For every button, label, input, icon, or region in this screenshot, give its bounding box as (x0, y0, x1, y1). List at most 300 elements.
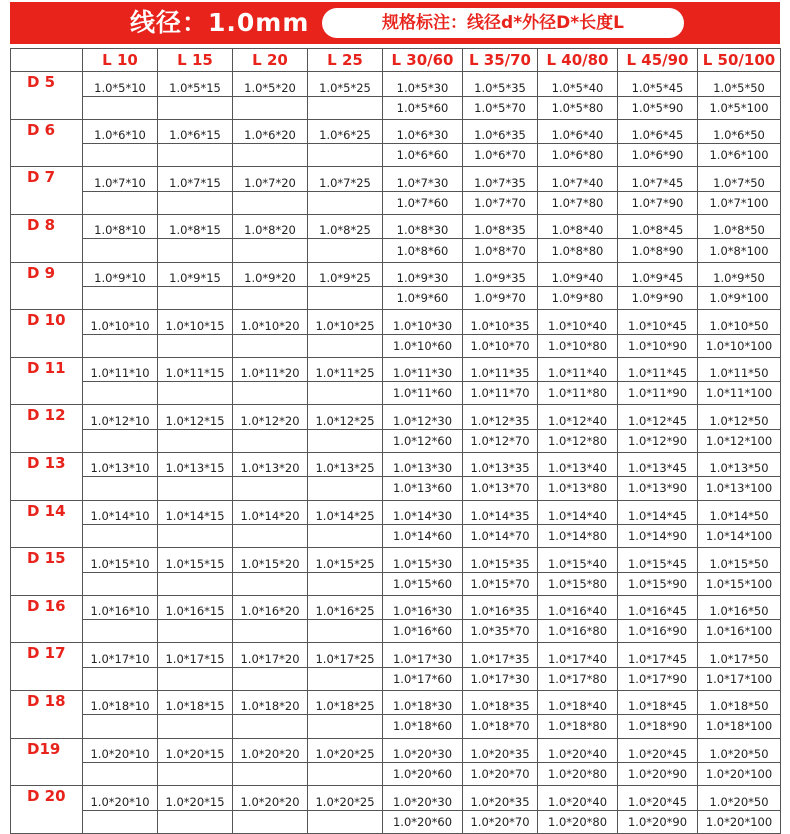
spec-cell: 1.0*11*20 (233, 357, 308, 381)
empty-cell (233, 429, 308, 452)
column-header: L 50/100 (698, 49, 781, 72)
spec-cell: 1.0*10*30 (383, 310, 463, 334)
table-row (11, 572, 781, 595)
diameter-label: D 5 (27, 73, 56, 92)
spec-cell: 1.0*18*15 (158, 691, 233, 715)
diameter-label-cell (11, 215, 83, 263)
spec-cell: 1.0*20*25 (308, 738, 383, 762)
spec-cell: 1.0*15*15 (158, 548, 233, 572)
spec-cell: 1.0*20*10 (83, 738, 158, 762)
spec-cell: 1.0*13*30 (383, 453, 463, 477)
table-row (11, 595, 781, 619)
spec-cell: 1.0*14*45 (618, 500, 698, 524)
spec-cell: 1.0*16*10 (83, 595, 158, 619)
column-header: L 30/60 (383, 49, 463, 72)
empty-cell (308, 286, 383, 309)
diameter-label: D 14 (27, 501, 66, 520)
spec-cell: 1.0*15*35 (463, 548, 538, 572)
spec-cell: 1.0*20*35 (463, 786, 538, 810)
spec-cell: 1.0*10*80 (538, 334, 618, 357)
spec-cell: 1.0*12*90 (618, 429, 698, 452)
spec-cell: 1.0*20*15 (158, 786, 233, 810)
empty-cell (308, 429, 383, 452)
table-row (11, 524, 781, 547)
spec-cell: 1.0*14*30 (383, 500, 463, 524)
spec-cell: 1.0*10*20 (233, 310, 308, 334)
spec-cell: 1.0*10*45 (618, 310, 698, 334)
spec-cell: 1.0*7*100 (698, 191, 781, 214)
spec-cell: 1.0*20*100 (698, 762, 781, 785)
spec-cell: 1.0*20*30 (383, 786, 463, 810)
column-header: L 40/80 (538, 49, 618, 72)
spec-cell: 1.0*17*90 (618, 667, 698, 690)
spec-cell: 1.0*6*15 (158, 119, 233, 143)
empty-cell (83, 620, 158, 643)
spec-cell: 1.0*10*35 (463, 310, 538, 334)
empty-cell (158, 477, 233, 500)
empty-cell (233, 810, 308, 833)
column-header: L 20 (233, 49, 308, 72)
empty-cell (233, 191, 308, 214)
empty-cell (233, 524, 308, 547)
spec-cell: 1.0*9*10 (83, 262, 158, 286)
spec-cell: 1.0*10*50 (698, 310, 781, 334)
spec-cell: 1.0*9*60 (383, 286, 463, 309)
spec-cell: 1.0*7*70 (463, 191, 538, 214)
spec-cell: 1.0*15*20 (233, 548, 308, 572)
spec-cell: 1.0*14*15 (158, 500, 233, 524)
diameter-label: D 15 (27, 549, 66, 568)
spec-cell: 1.0*8*10 (83, 215, 158, 239)
spec-cell: 1.0*14*80 (538, 524, 618, 547)
spec-cell: 1.0*20*80 (538, 810, 618, 833)
spec-cell: 1.0*14*50 (698, 500, 781, 524)
spec-cell: 1.0*5*10 (83, 72, 158, 96)
spec-cell: 1.0*12*30 (383, 405, 463, 429)
table-row (11, 286, 781, 309)
spec-cell: 1.0*11*15 (158, 357, 233, 381)
spec-cell: 1.0*20*10 (83, 786, 158, 810)
spec-cell: 1.0*20*90 (618, 762, 698, 785)
empty-cell (83, 239, 158, 262)
spec-cell: 1.0*13*25 (308, 453, 383, 477)
table-header-row (11, 49, 781, 72)
spec-cell: 1.0*15*60 (383, 572, 463, 595)
empty-cell (233, 334, 308, 357)
spec-cell: 1.0*20*60 (383, 762, 463, 785)
empty-cell (308, 524, 383, 547)
spec-cell: 1.0*5*80 (538, 96, 618, 119)
spec-cell: 1.0*7*40 (538, 167, 618, 191)
spec-cell: 1.0*7*35 (463, 167, 538, 191)
column-header: L 15 (158, 49, 233, 72)
spec-cell: 1.0*12*25 (308, 405, 383, 429)
table-row (11, 144, 781, 167)
spec-cell: 1.0*9*50 (698, 262, 781, 286)
table-row (11, 643, 781, 667)
spec-cell: 1.0*8*20 (233, 215, 308, 239)
spec-cell: 1.0*5*40 (538, 72, 618, 96)
empty-cell (83, 524, 158, 547)
table-row (11, 167, 781, 191)
spec-cell: 1.0*9*20 (233, 262, 308, 286)
table-row (11, 262, 781, 286)
spec-cell: 1.0*7*60 (383, 191, 463, 214)
spec-cell: 1.0*20*20 (233, 786, 308, 810)
spec-cell: 1.0*6*100 (698, 144, 781, 167)
column-header: L 10 (83, 49, 158, 72)
empty-cell (83, 429, 158, 452)
empty-cell (83, 96, 158, 119)
spec-cell: 1.0*15*100 (698, 572, 781, 595)
spec-cell: 1.0*17*100 (698, 667, 781, 690)
table-row (11, 429, 781, 452)
empty-cell (308, 810, 383, 833)
diameter-label: D 12 (27, 406, 66, 425)
table-row (11, 667, 781, 690)
table-row (11, 334, 781, 357)
empty-cell (308, 239, 383, 262)
spec-cell: 1.0*5*100 (698, 96, 781, 119)
spec-cell: 1.0*5*30 (383, 72, 463, 96)
spec-cell: 1.0*18*70 (463, 715, 538, 738)
spec-cell: 1.0*10*100 (698, 334, 781, 357)
spec-cell: 1.0*15*10 (83, 548, 158, 572)
diameter-label-cell (11, 167, 83, 215)
spec-cell: 1.0*12*15 (158, 405, 233, 429)
empty-cell (308, 715, 383, 738)
spec-cell: 1.0*7*80 (538, 191, 618, 214)
table-row (11, 738, 781, 762)
spec-cell: 1.0*16*30 (383, 595, 463, 619)
spec-cell: 1.0*18*30 (383, 691, 463, 715)
empty-cell (83, 715, 158, 738)
spec-cell: 1.0*5*90 (618, 96, 698, 119)
spec-cell: 1.0*16*25 (308, 595, 383, 619)
spec-cell: 1.0*17*15 (158, 643, 233, 667)
spec-cell: 1.0*18*25 (308, 691, 383, 715)
empty-cell (158, 286, 233, 309)
empty-cell (158, 429, 233, 452)
spec-cell: 1.0*6*80 (538, 144, 618, 167)
spec-cell: 1.0*13*50 (698, 453, 781, 477)
spec-cell: 1.0*17*35 (463, 643, 538, 667)
spec-cell: 1.0*9*25 (308, 262, 383, 286)
spec-cell: 1.0*6*25 (308, 119, 383, 143)
spec-cell: 1.0*13*90 (618, 477, 698, 500)
spec-cell: 1.0*12*60 (383, 429, 463, 452)
spec-cell: 1.0*20*60 (383, 810, 463, 833)
title-banner (10, 2, 780, 44)
spec-cell: 1.0*16*60 (383, 620, 463, 643)
spec-cell: 1.0*20*35 (463, 738, 538, 762)
diameter-label: D 20 (27, 787, 66, 806)
spec-cell: 1.0*9*45 (618, 262, 698, 286)
diameter-label: D 16 (27, 596, 66, 615)
empty-cell (83, 762, 158, 785)
spec-cell: 1.0*20*50 (698, 786, 781, 810)
empty-cell (233, 477, 308, 500)
spec-cell: 1.0*7*45 (618, 167, 698, 191)
spec-cell: 1.0*9*90 (618, 286, 698, 309)
spec-cell: 1.0*18*60 (383, 715, 463, 738)
diameter-label-cell (11, 119, 83, 167)
spec-cell: 1.0*16*90 (618, 620, 698, 643)
spec-cell: 1.0*8*80 (538, 239, 618, 262)
spec-cell: 1.0*9*100 (698, 286, 781, 309)
empty-cell (308, 382, 383, 405)
spec-cell: 1.0*18*35 (463, 691, 538, 715)
diameter-label-cell (11, 691, 83, 739)
diameter-label: D19 (27, 739, 61, 758)
diameter-label: D 13 (27, 454, 66, 473)
table-row (11, 382, 781, 405)
empty-cell (308, 572, 383, 595)
spec-cell: 1.0*14*40 (538, 500, 618, 524)
spec-cell: 1.0*11*45 (618, 357, 698, 381)
diameter-label: D 9 (27, 263, 56, 282)
empty-cell (158, 810, 233, 833)
spec-cell: 1.0*18*90 (618, 715, 698, 738)
empty-cell (233, 144, 308, 167)
spec-cell: 1.0*15*90 (618, 572, 698, 595)
spec-cell: 1.0*8*40 (538, 215, 618, 239)
diameter-label-cell (11, 453, 83, 501)
diameter-label-cell (11, 72, 83, 120)
spec-cell: 1.0*18*100 (698, 715, 781, 738)
spec-cell: 1.0*11*100 (698, 382, 781, 405)
spec-cell: 1.0*16*40 (538, 595, 618, 619)
spec-cell: 1.0*5*35 (463, 72, 538, 96)
table-row (11, 477, 781, 500)
spec-cell: 1.0*17*10 (83, 643, 158, 667)
spec-cell: 1.0*7*20 (233, 167, 308, 191)
spec-cell: 1.0*13*80 (538, 477, 618, 500)
empty-cell (158, 572, 233, 595)
table-row (11, 691, 781, 715)
spec-cell: 1.0*11*35 (463, 357, 538, 381)
spec-cell: 1.0*9*80 (538, 286, 618, 309)
empty-cell (158, 239, 233, 262)
table-row (11, 119, 781, 143)
empty-cell (158, 667, 233, 690)
empty-cell (233, 286, 308, 309)
spec-cell: 1.0*6*70 (463, 144, 538, 167)
spec-cell: 1.0*16*15 (158, 595, 233, 619)
diameter-label-cell (11, 595, 83, 643)
empty-cell (158, 524, 233, 547)
spec-cell: 1.0*5*50 (698, 72, 781, 96)
table-row (11, 453, 781, 477)
spec-cell: 1.0*20*45 (618, 786, 698, 810)
spec-cell: 1.0*11*25 (308, 357, 383, 381)
spec-cell: 1.0*9*70 (463, 286, 538, 309)
column-header: L 25 (308, 49, 383, 72)
diameter-label: D 10 (27, 311, 66, 330)
spec-cell: 1.0*12*20 (233, 405, 308, 429)
spec-cell: 1.0*10*60 (383, 334, 463, 357)
spec-cell: 1.0*8*60 (383, 239, 463, 262)
empty-cell (83, 334, 158, 357)
spec-cell: 1.0*20*15 (158, 738, 233, 762)
spec-cell: 1.0*6*50 (698, 119, 781, 143)
empty-cell (83, 572, 158, 595)
spec-cell: 1.0*9*15 (158, 262, 233, 286)
spec-cell: 1.0*14*25 (308, 500, 383, 524)
table-row (11, 810, 781, 833)
empty-cell (233, 620, 308, 643)
spec-cell: 1.0*11*50 (698, 357, 781, 381)
diameter-label-cell (11, 548, 83, 596)
spec-cell: 1.0*11*30 (383, 357, 463, 381)
empty-cell (158, 715, 233, 738)
spec-cell: 1.0*12*100 (698, 429, 781, 452)
spec-cell: 1.0*11*40 (538, 357, 618, 381)
spec-cell: 1.0*7*90 (618, 191, 698, 214)
spec-cell: 1.0*10*25 (308, 310, 383, 334)
empty-cell (158, 144, 233, 167)
spec-cell: 1.0*13*35 (463, 453, 538, 477)
empty-cell (233, 96, 308, 119)
empty-cell (233, 572, 308, 595)
spec-cell: 1.0*14*20 (233, 500, 308, 524)
diameter-label: D 6 (27, 120, 56, 139)
spec-cell: 1.0*20*80 (538, 762, 618, 785)
spec-cell: 1.0*14*10 (83, 500, 158, 524)
spec-cell: 1.0*6*35 (463, 119, 538, 143)
spec-cell: 1.0*6*40 (538, 119, 618, 143)
spec-cell: 1.0*8*35 (463, 215, 538, 239)
spec-cell: 1.0*13*45 (618, 453, 698, 477)
spec-cell: 1.0*17*50 (698, 643, 781, 667)
spec-cell: 1.0*8*30 (383, 215, 463, 239)
spec-cell: 1.0*18*80 (538, 715, 618, 738)
spec-cell: 1.0*20*30 (383, 738, 463, 762)
spec-cell: 1.0*10*70 (463, 334, 538, 357)
spec-cell: 1.0*11*60 (383, 382, 463, 405)
spec-cell: 1.0*8*25 (308, 215, 383, 239)
spec-cell: 1.0*7*25 (308, 167, 383, 191)
spec-cell: 1.0*20*40 (538, 786, 618, 810)
diameter-label-cell (11, 357, 83, 405)
spec-cell: 1.0*10*10 (83, 310, 158, 334)
spec-cell: 1.0*8*100 (698, 239, 781, 262)
empty-cell (158, 620, 233, 643)
diameter-label-cell (11, 262, 83, 310)
spec-cell: 1.0*12*50 (698, 405, 781, 429)
empty-cell (308, 96, 383, 119)
empty-cell (233, 762, 308, 785)
spec-cell: 1.0*15*70 (463, 572, 538, 595)
diameter-label: D 7 (27, 168, 56, 187)
spec-cell: 1.0*17*30 (383, 643, 463, 667)
spec-cell: 1.0*12*70 (463, 429, 538, 452)
spec-cell: 1.0*20*25 (308, 786, 383, 810)
spec-cell: 1.0*8*50 (698, 215, 781, 239)
spec-cell: 1.0*14*90 (618, 524, 698, 547)
empty-cell (83, 382, 158, 405)
spec-cell: 1.0*18*20 (233, 691, 308, 715)
empty-cell (308, 762, 383, 785)
spec-cell: 1.0*13*20 (233, 453, 308, 477)
empty-cell (233, 667, 308, 690)
spec-cell: 1.0*10*40 (538, 310, 618, 334)
spec-cell: 1.0*20*40 (538, 738, 618, 762)
spec-cell: 1.0*12*45 (618, 405, 698, 429)
empty-cell (83, 477, 158, 500)
spec-cell: 1.0*17*25 (308, 643, 383, 667)
spec-cell: 1.0*18*45 (618, 691, 698, 715)
empty-cell (83, 667, 158, 690)
table-row (11, 500, 781, 524)
diameter-label-cell (11, 786, 83, 834)
table-row (11, 72, 781, 96)
empty-cell (83, 144, 158, 167)
diameter-label-cell (11, 500, 83, 548)
spec-cell: 1.0*16*80 (538, 620, 618, 643)
spec-cell: 1.0*15*45 (618, 548, 698, 572)
diameter-label-cell (11, 643, 83, 691)
spec-cell: 1.0*18*10 (83, 691, 158, 715)
empty-cell (233, 715, 308, 738)
spec-cell: 1.0*15*50 (698, 548, 781, 572)
empty-cell (308, 334, 383, 357)
spec-cell: 1.0*13*40 (538, 453, 618, 477)
spec-cell: 1.0*17*30 (463, 667, 538, 690)
empty-cell (308, 477, 383, 500)
empty-cell (158, 762, 233, 785)
table-row (11, 310, 781, 334)
diameter-label-cell (11, 310, 83, 358)
spec-cell: 1.0*15*30 (383, 548, 463, 572)
spec-cell: 1.0*20*100 (698, 810, 781, 833)
spec-cell: 1.0*8*15 (158, 215, 233, 239)
diameter-label: D 8 (27, 216, 56, 235)
spec-cell: 1.0*5*15 (158, 72, 233, 96)
spec-cell: 1.0*15*40 (538, 548, 618, 572)
spec-cell: 1.0*5*25 (308, 72, 383, 96)
spec-cell: 1.0*16*45 (618, 595, 698, 619)
table-row (11, 620, 781, 643)
spec-note-badge: 规格标注：线径d*外径D*长度L (322, 8, 684, 38)
spec-cell: 1.0*5*45 (618, 72, 698, 96)
spec-cell: 1.0*5*60 (383, 96, 463, 119)
diameter-label: D 17 (27, 644, 66, 663)
diameter-label: D 11 (27, 358, 66, 377)
spec-cell: 1.0*18*50 (698, 691, 781, 715)
empty-cell (158, 334, 233, 357)
spec-cell: 1.0*11*80 (538, 382, 618, 405)
empty-cell (233, 382, 308, 405)
spec-cell: 1.0*10*15 (158, 310, 233, 334)
table-row (11, 715, 781, 738)
table-row (11, 96, 781, 119)
spec-cell: 1.0*20*45 (618, 738, 698, 762)
spec-cell: 1.0*6*60 (383, 144, 463, 167)
spec-cell: 1.0*13*100 (698, 477, 781, 500)
spec-cell: 1.0*17*80 (538, 667, 618, 690)
table-row (11, 357, 781, 381)
spec-cell: 1.0*6*20 (233, 119, 308, 143)
diameter-label: D 18 (27, 692, 66, 711)
corner-header-cell (11, 49, 83, 72)
spec-cell: 1.0*18*40 (538, 691, 618, 715)
empty-cell (308, 620, 383, 643)
spec-cell: 1.0*8*45 (618, 215, 698, 239)
spec-cell: 1.0*15*80 (538, 572, 618, 595)
spec-cell: 1.0*8*90 (618, 239, 698, 262)
column-header: L 45/90 (618, 49, 698, 72)
